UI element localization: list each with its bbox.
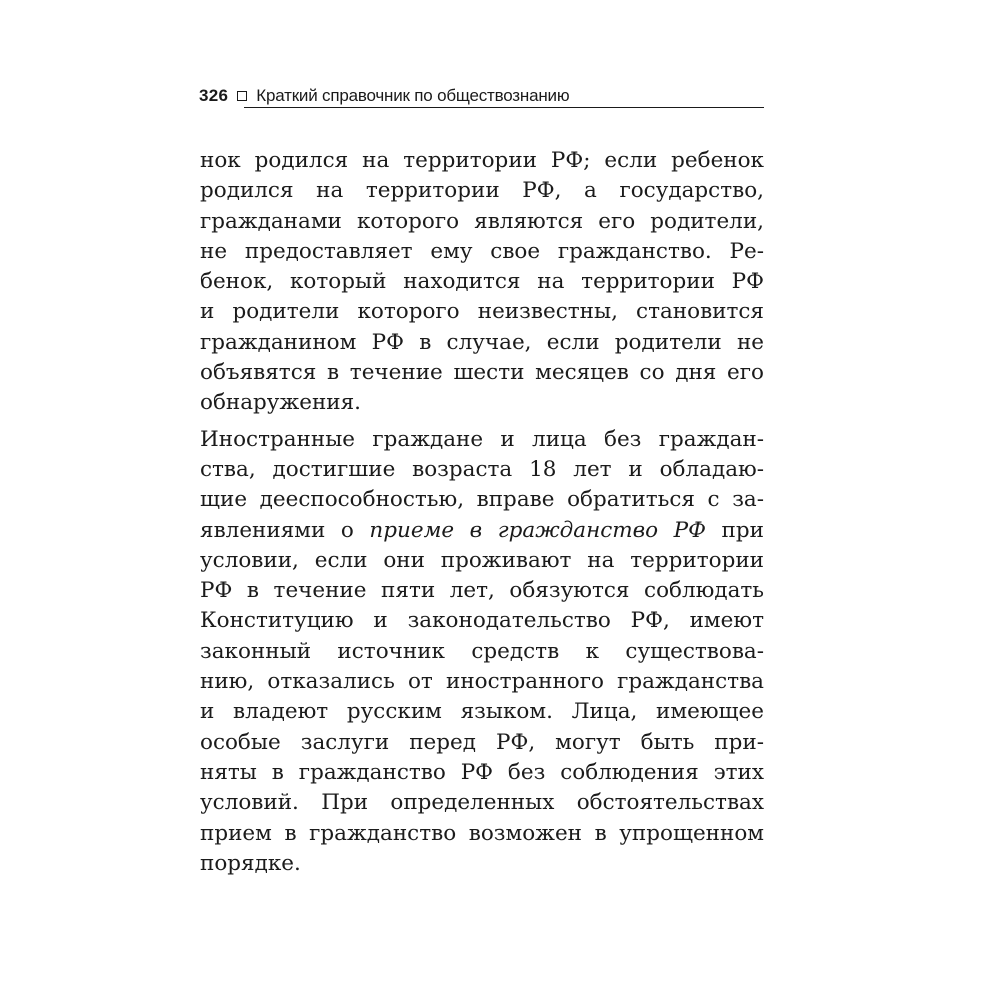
text-fragment: явлениями о [200,517,370,543]
body-text [200,146,764,879]
text-line: Иностранные граждане и лица без граждан- [200,426,764,452]
page-number: 326 [199,86,229,105]
text-line: условии, если они проживают на территории [200,547,764,573]
text-fragment: при [706,517,764,543]
text-line: гражданином РФ в случае, если родители не [200,329,764,355]
paragraph-1 [200,146,764,419]
running-header [199,84,763,108]
text-line: нок родился на территории РФ; если ребенок [200,148,764,173]
text-line: особые заслуги перед РФ, могут быть при- [200,729,764,755]
header-rule [244,107,764,108]
text-line: гражданами которого являются его родители, [200,208,764,234]
text-line: не предоставляет ему свое гражданство. Ре- [200,238,764,264]
text-line: бенок, который находится на территории РФ [200,269,764,295]
text-line: объявятся в течение шести месяцев со дня его [200,360,764,386]
text-line: законный источник средств к существова- [200,638,764,664]
text-line: и владеют русским языком. Лица, имеющее [200,699,764,725]
paragraph-2 [200,425,764,879]
text-line: Конституцию и законодательство РФ, имеют [200,608,764,634]
text-line: РФ в течение пяти лет, обязуются соблюдать [200,578,764,604]
text-line: родился на территории РФ, а государство, [200,178,764,204]
book-title: Краткий справочник по обществознанию [256,86,570,105]
text-line: и родители которого неизвестны, становится [200,299,764,325]
text-line: ства, достигшие возраста 18 лет и обладаю- [200,456,764,482]
emphasized-term: приеме в гражданство РФ [369,517,706,543]
square-bullet-icon [237,91,247,101]
text-line: порядке. [200,850,301,876]
text-line: няты в гражданство РФ без соблюдения этих [200,759,764,785]
text-line: нию, отказались от иностранного гражданства [200,669,764,695]
text-line-with-emphasis [200,516,764,546]
text-line: обнаружения. [200,390,362,416]
text-line: условий. При определенных обстоятельствах [200,790,764,816]
text-line: прием в гражданство возможен в упрощенном [200,820,764,846]
text-line: щие дееспособностью, вправе обратиться с за- [200,487,764,513]
